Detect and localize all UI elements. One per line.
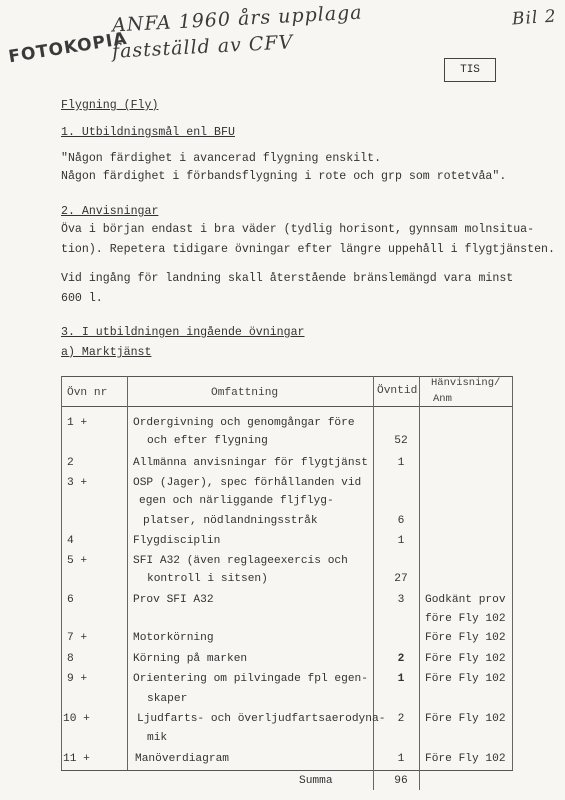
row3-tid: 6 <box>397 515 405 527</box>
row6-anm-line1: Godkänt prov <box>425 594 506 606</box>
tis-box: TIS <box>444 58 496 82</box>
row2-text-line1: Allmänna anvisningar för flygtjänst <box>133 457 368 469</box>
row6-anm-line2: före Fly 102 <box>425 613 506 625</box>
section2-heading: 2. Anvisningar <box>61 205 159 218</box>
row8-nr: 8 <box>67 653 74 665</box>
row1-nr: 1 + <box>67 417 88 429</box>
row7-anm-line1: Före Fly 102 <box>425 632 506 644</box>
row3-nr: 3 + <box>67 477 88 489</box>
col-header-hanvisning: Hänvisning/ <box>431 377 501 389</box>
section3-subheading: a) Marktjänst <box>61 346 152 359</box>
row7-nr: 7 + <box>67 632 88 644</box>
row10-nr: 10 + <box>63 713 90 725</box>
row3-text-line3: platser, nödlandningsstråk <box>143 515 318 527</box>
section1-line2: Någon färdighet i förbandsflygning i rote och grp som rotetvåa". <box>61 170 507 183</box>
col-divider-1 <box>127 376 128 770</box>
page-mark: Bil 2 <box>511 6 558 30</box>
row3-text-line2: egen och närliggande fljflyg- <box>139 495 334 507</box>
row10-text-line2: mik <box>147 732 168 744</box>
row9-anm-line1: Före Fly 102 <box>425 673 506 685</box>
table-left-border <box>61 376 62 770</box>
row5-tid: 27 <box>394 573 408 585</box>
section3-heading: 3. I utbildningen ingående övningar <box>61 326 305 339</box>
row11-anm-line1: Före Fly 102 <box>425 753 506 765</box>
row11-text-line1: Manöverdiagram <box>135 753 229 765</box>
row1-text-line1: Ordergivning och genomgångar före <box>133 417 355 429</box>
row10-anm-line1: Före Fly 102 <box>425 713 506 725</box>
row10-text-line1: Ljudfarts- och överljudfartsaerodyna- <box>137 713 386 725</box>
row5-text-line1: SFI A32 (även reglageexercis och <box>133 555 348 567</box>
table-sum-rule <box>61 770 513 771</box>
sum-label: Summa <box>299 775 333 787</box>
row9-text-line1: Orientering om pilvingade fpl egen- <box>133 673 368 685</box>
section2-line4: 600 l. <box>61 292 103 305</box>
section2-line2: tion). Repetera tidigare övningar efter längre uppehåll i flygtjänsten. <box>61 243 555 256</box>
row11-nr: 11 + <box>63 753 90 765</box>
handwritten-note-line1: ANFA 1960 års upplaga <box>111 1 364 37</box>
section2-line3: Vid ingång för landning skall återstående bränslemängd vara minst <box>61 272 514 285</box>
row2-tid: 1 <box>397 457 405 469</box>
row5-nr: 5 + <box>67 555 88 567</box>
section1-line1: "Någon färdighet i avancerad flygning enskilt. <box>61 152 382 165</box>
row8-text-line1: Körning på marken <box>133 653 248 665</box>
page-title: Flygning (Fly) <box>61 99 159 112</box>
row6-text-line1: Prov SFI A32 <box>133 594 214 606</box>
row6-nr: 6 <box>67 594 74 606</box>
col-header-ovntid: Övntid <box>377 385 418 397</box>
table-header-rule <box>61 406 513 407</box>
table-right-border <box>512 376 513 770</box>
row7-text-line1: Motorkörning <box>133 632 214 644</box>
row8-tid: 2 <box>397 653 405 665</box>
col-header-omfattning: Omfattning <box>211 387 279 399</box>
row6-tid: 3 <box>397 594 405 606</box>
row3-text-line1: OSP (Jager), spec förhållanden vid <box>133 477 362 489</box>
row11-tid: 1 <box>397 753 405 765</box>
col-header-anm: Anm <box>433 393 452 405</box>
row9-tid: 1 <box>397 673 405 685</box>
col-header-nr: Övn nr <box>67 387 108 399</box>
row10-tid: 2 <box>397 713 405 725</box>
sum-value: 96 <box>394 775 408 787</box>
row8-anm-line1: Före Fly 102 <box>425 653 506 665</box>
fotokopia-stamp: FOTOKOPIA <box>7 28 129 68</box>
row1-text-line2: och efter flygning <box>147 435 268 447</box>
row2-nr: 2 <box>67 457 74 469</box>
section2-line1: Öva i början endast i bra väder (tydlig horisont, gynnsam molnsitua- <box>61 223 535 236</box>
exercise-table <box>61 376 513 790</box>
handwritten-note-line2: fastställd av CFV <box>111 31 294 63</box>
row9-nr: 9 + <box>67 673 88 685</box>
row1-tid: 52 <box>394 435 408 447</box>
row5-text-line2: kontroll i sitsen) <box>147 573 268 585</box>
col-divider-2 <box>373 376 374 790</box>
row4-tid: 1 <box>397 535 405 547</box>
row9-text-line2: skaper <box>147 693 188 705</box>
section1-heading: 1. Utbildningsmål enl BFU <box>61 126 235 139</box>
row4-text-line1: Flygdisciplin <box>133 535 221 547</box>
row4-nr: 4 <box>67 535 74 547</box>
